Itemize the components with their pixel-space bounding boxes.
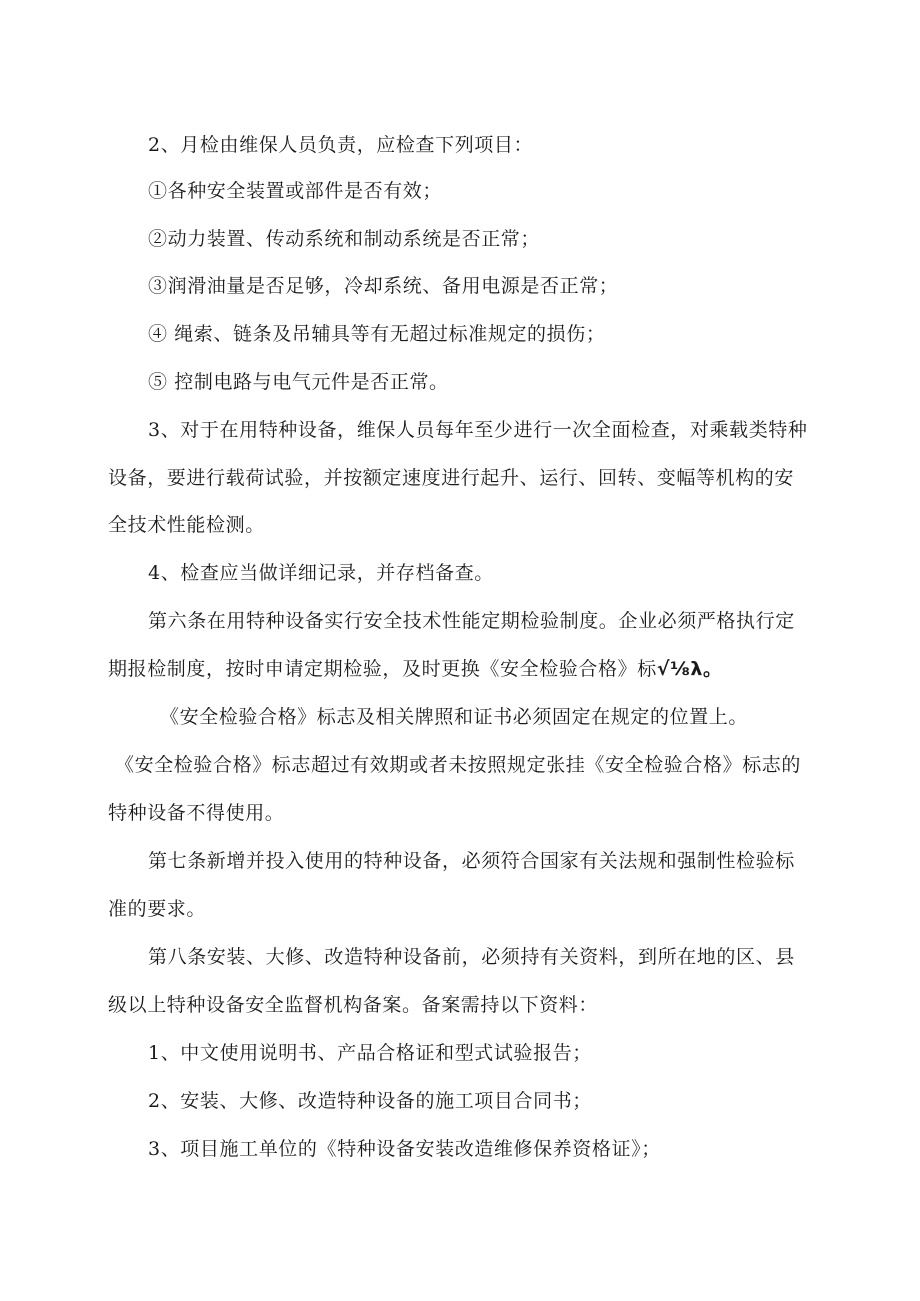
text-line: 《安全检验合格》标志超过有效期或者未按照规定张挂《安全检验合格》标志的 (115, 754, 802, 776)
text-line: 设备，要进行载荷试验，并按额定速度进行起升、运行、回转、变幅等机构的安 (108, 467, 795, 489)
text-line: 准的要求。 (108, 898, 207, 920)
text-line: 1、中文使用说明书、产品合格证和型式试验报告； (148, 1042, 592, 1064)
text-line: 3、项目施工单位的《特种设备安装改造维修保养资格证》； (148, 1138, 661, 1160)
text-line: 期报检制度，按时申请定期检验，及时更换《安全检验合格》标 (108, 658, 657, 680)
text-line: ⑤ 控制电路与电气元件是否正常。 (148, 371, 449, 393)
text-line: 第六条在用特种设备实行安全技术性能定期检验制度。企业必须严格执行定 (148, 610, 795, 632)
text-line: ①各种安全装置或部件是否有效； (148, 180, 443, 202)
text-line: 特种设备不得使用。 (108, 802, 285, 824)
text-line: 级以上特种设备安全监督机构备案。备案需持以下资料： (108, 994, 599, 1016)
text-line: ③润滑油量是否足够，冷却系统、备用电源是否正常； (148, 275, 619, 297)
text-line: 《安全检验合格》标志及相关牌照和证书必须固定在规定的位置上。 (160, 706, 749, 728)
text-line: 第八条安装、大修、改造特种设备前，必须持有关资料，到所在地的区、县 (148, 946, 795, 968)
text-line: 第七条新增并投入使用的特种设备，必须符合国家有关法规和强制性检验标 (148, 850, 795, 872)
text-line: ④ 绳索、链条及吊辅具等有无超过标准规定的损伤； (148, 323, 606, 345)
text-line: 全技术性能检测。 (108, 514, 265, 536)
text-line: ②动力装置、传动系统和制动系统是否正常； (148, 228, 541, 250)
text-line: 2、安装、大修、改造特种设备的施工项目合同书； (148, 1090, 592, 1112)
text-line-with-mark (108, 657, 723, 681)
garbled-mark: √⅛λ。 (656, 658, 723, 680)
text-line: 3、对于在用特种设备，维保人员每年至少进行一次全面检查，对乘载类特种 (148, 419, 808, 441)
text-line: 4、检查应当做详细记录，并存档备查。 (148, 562, 494, 584)
text-line: 2、月检由维保人员负责，应检查下列项目： (148, 134, 534, 156)
